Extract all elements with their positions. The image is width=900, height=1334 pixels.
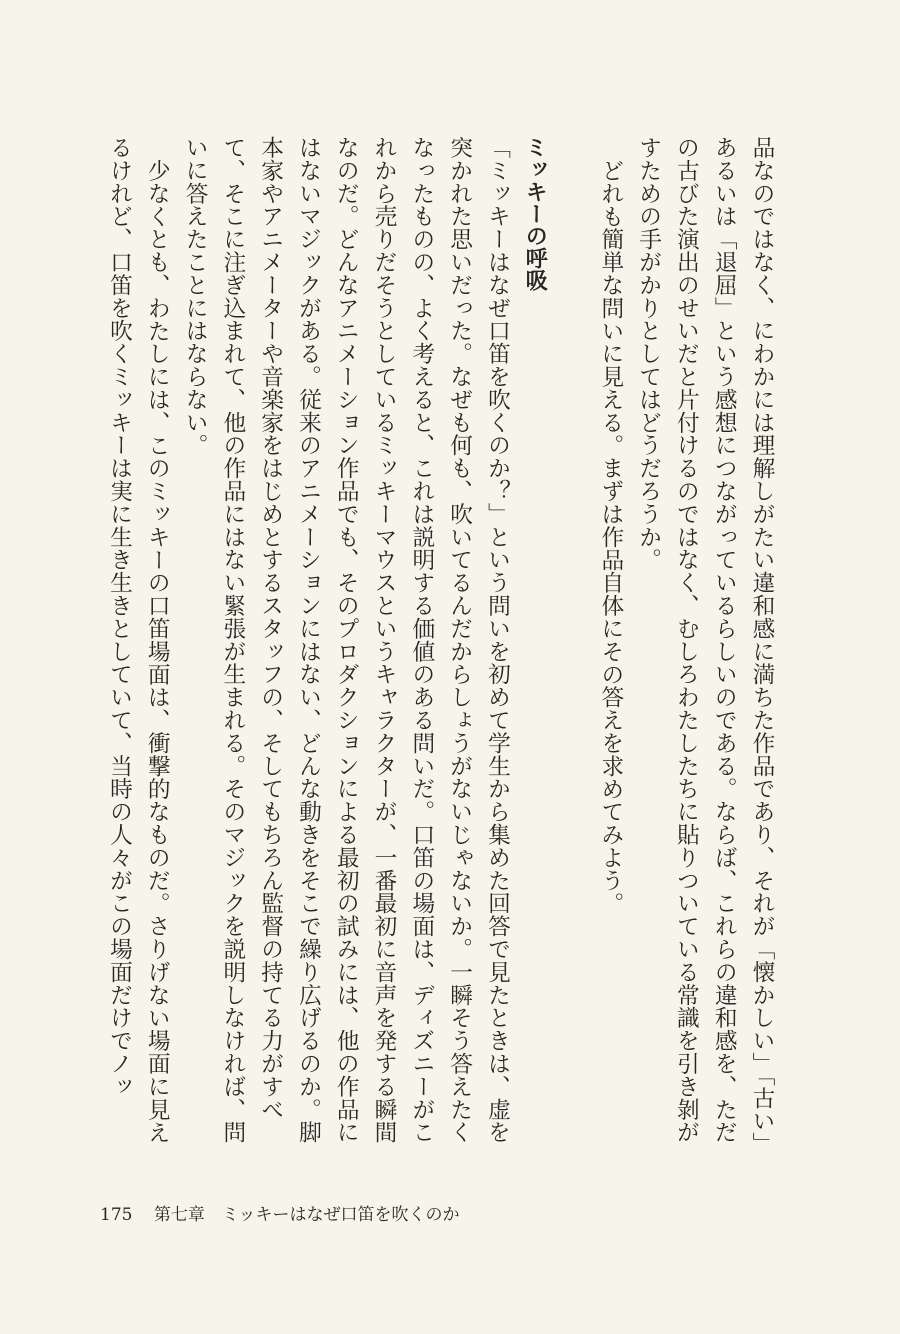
paragraph: どれも簡単な問いに見える。まずは作品自体にその答えを求めてみよう。 <box>597 158 624 915</box>
section-heading: ミッキーの呼吸 <box>522 136 548 292</box>
body-text <box>100 136 780 1160</box>
paragraph: 「ミッキーはなぜ口笛を吹くのか？」という問いを初めて学生から集めた回答で見たときは、虚を突かれた思いだった。なぜも何も、吹いてるんだからしょうがないじゃないか。一瞬そう答えたくなったものの、よく考えると、これは説明する価値のある問いだ。口笛の場面は、ディズニーがこれから売りだそうとしているミッキーマウスというキャラクターが、一番最初に音声を発する瞬間なのだ。どんなアニメーション作品でも、そのプロダクションによる最初の試みには、他の作品にはないマジックがある。従来のアニメーションにはない、どんな動きをそこで繰り広げるのか。脚本家やアニメーターや音楽家をはじめとするスタッフの、そしてもちろん監督の持てる力がすべて、そこに注ぎ込まれて、他の作品にはない緊張が生まれる。そのマジックを説明しなければ、問いに答えたことにはならない。 <box>182 136 511 1144</box>
page-number: 175 <box>100 1205 133 1225</box>
running-head: 第七章 ミッキーはなぜ口笛を吹くのか <box>153 1205 460 1225</box>
page-footer <box>100 1200 460 1225</box>
section-spacer <box>553 136 591 1160</box>
paragraph-continued: 品なのではなく、にわかには理解しがたい違和感に満ちた作品であり、それが「懐かしい」「古い」あるいは「退屈」という感想につながっているらしいのである。ならば、これらの違和感を、ただの古びた演出のせいだと片付けるのではなく、むしろわたしたちに貼りついている常識を引き剝がすための手がかりとしてはどうだろうか。 <box>635 136 775 1156</box>
paragraph: 少なくとも、わたしには、このミッキーの口笛場面は、衝撃的なものだ。さりげない場面に見えるけれど、口笛を吹くミッキーは実に生き生きとしていて、当時の人々がこの場面だけでノッ <box>106 136 171 1144</box>
